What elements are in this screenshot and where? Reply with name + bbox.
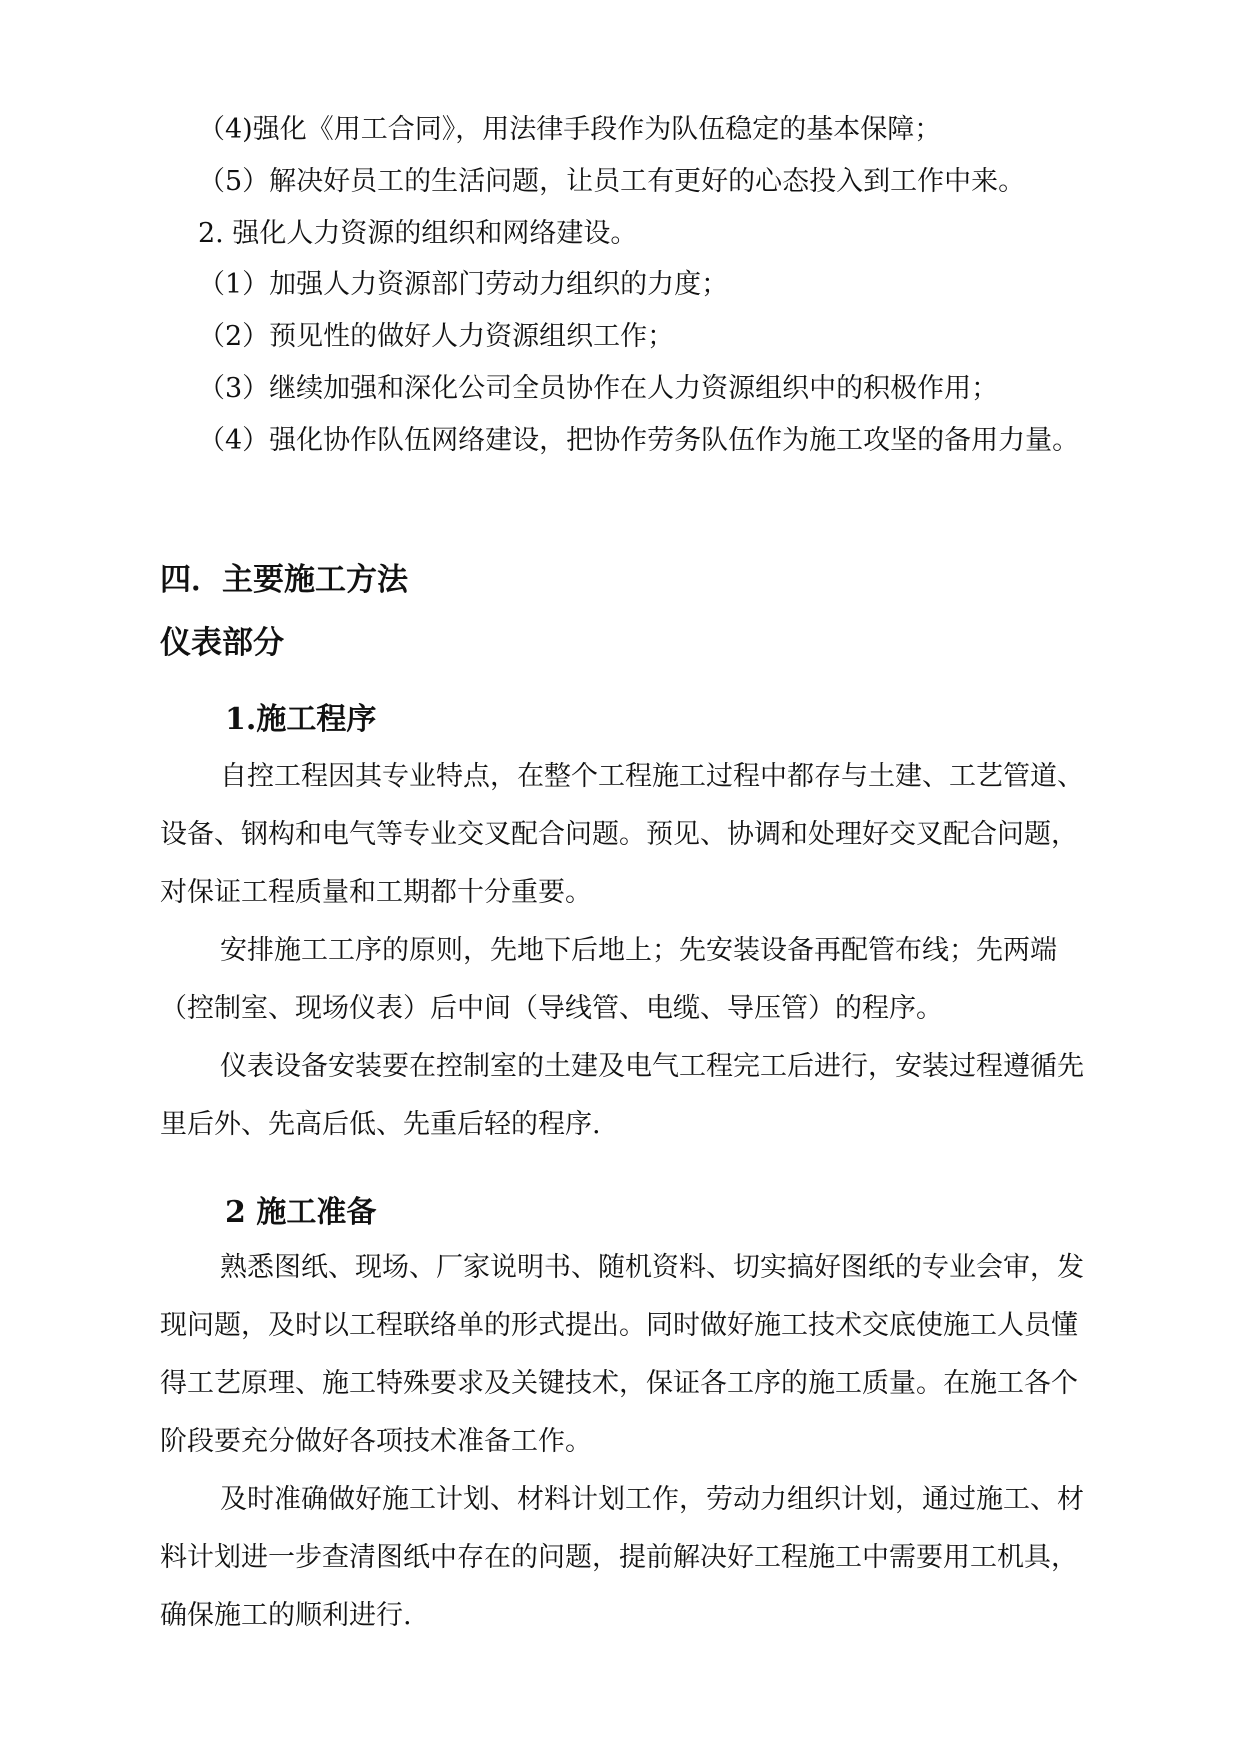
paragraph-line: 料计划进一步查清图纸中存在的问题，提前解决好工程施工中需要用工机具， [160, 1542, 1078, 1573]
list-item: （5）解决好员工的生活问题，让员工有更好的心态投入到工作中来。 [198, 166, 1026, 197]
subsection-heading: 仪表部分 [160, 625, 284, 661]
paragraph-line: 安排施工工序的原则，先地下后地上；先安装设备再配管布线；先两端 [220, 935, 1057, 966]
list-item: （3）继续加强和深化公司全员协作在人力资源组织中的积极作用； [198, 373, 999, 404]
paragraph-line: 仪表设备安装要在控制室的土建及电气工程完工后进行，安装过程遵循先 [220, 1051, 1084, 1082]
list-item: （4）强化协作队伍网络建设，把协作劳务队伍作为施工攻坚的备用力量。 [198, 425, 1080, 456]
paragraph [160, 922, 1140, 1038]
paragraph-line: 自控工程因其专业特点，在整个工程施工过程中都存与土建、工艺管道、 [220, 761, 1084, 792]
paragraph-line: 阶段要充分做好各项技术准备工作。 [160, 1426, 592, 1457]
paragraph-line: 里后外、先高后低、先重后轻的程序. [160, 1109, 601, 1140]
list-item: （2）预见性的做好人力资源组织工作； [198, 321, 675, 352]
paragraph [160, 1038, 1140, 1154]
paragraph-line: （控制室、现场仪表）后中间（导线管、电缆、导压管）的程序。 [160, 993, 943, 1024]
paragraph-line: 确保施工的顺利进行. [160, 1600, 412, 1631]
list-item: （4)强化《用工合同》，用法律手段作为队伍稳定的基本保障； [198, 114, 942, 145]
paragraph-line: 现问题，及时以工程联络单的形式提出。同时做好施工技术交底使施工人员懂 [160, 1310, 1078, 1341]
section-2-heading: 2 施工准备 [225, 1195, 377, 1230]
paragraph-line: 设备、钢构和电气等专业交叉配合问题。预见、协调和处理好交叉配合问题， [160, 819, 1078, 850]
paragraph-line: 对保证工程质量和工期都十分重要。 [160, 877, 592, 908]
paragraph [160, 748, 1140, 922]
list-item: （1）加强人力资源部门劳动力组织的力度； [198, 269, 729, 300]
paragraph-line: 熟悉图纸、现场、厂家说明书、随机资料、切实搞好图纸的专业会审，发 [220, 1252, 1084, 1283]
section-heading: 四．主要施工方法 [160, 562, 408, 598]
section-1-heading: 1.施工程序 [225, 702, 377, 737]
paragraph [160, 1239, 1140, 1471]
paragraph [160, 1471, 1140, 1645]
paragraph-line: 得工艺原理、施工特殊要求及关键技术，保证各工序的施工质量。在施工各个 [160, 1368, 1078, 1399]
paragraph-line: 及时准确做好施工计划、材料计划工作，劳动力组织计划，通过施工、材 [220, 1484, 1084, 1515]
list-item: 2. 强化人力资源的组织和网络建设。 [198, 218, 638, 249]
